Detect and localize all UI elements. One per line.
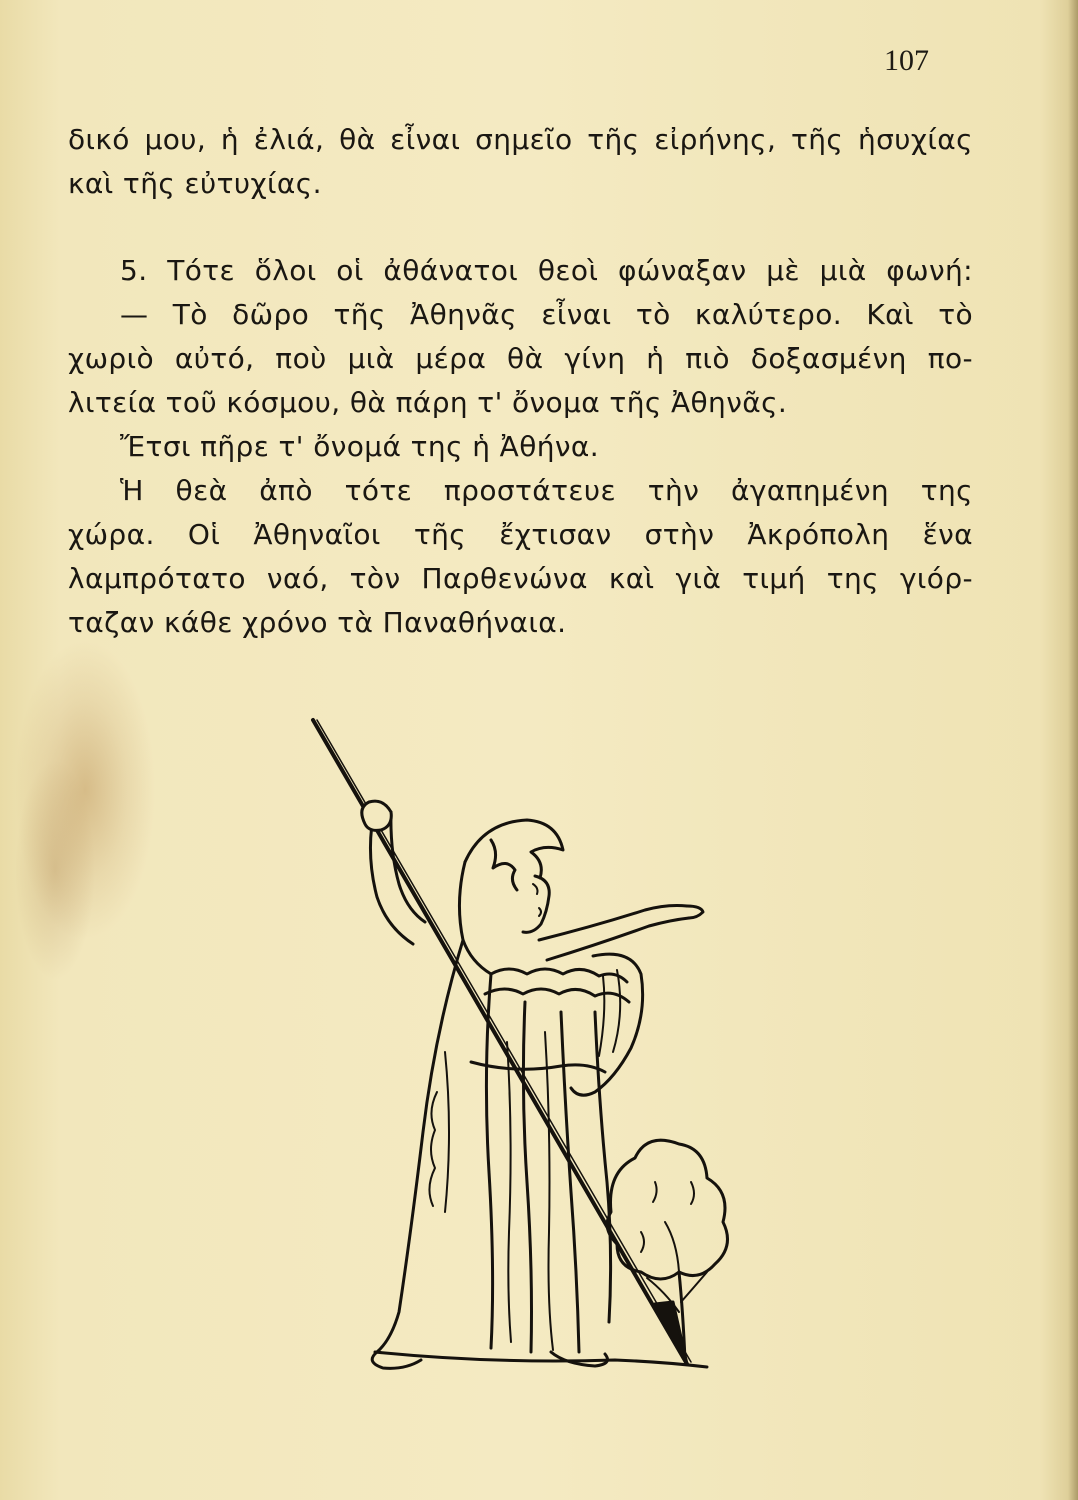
text-line: Ἡ θεὰ ἀπὸ τότε προστάτευε τὴν ἀγαπημένη της bbox=[120, 474, 973, 507]
text-line: χώρα. Οἱ Ἀθηναῖοι τῆς ἔχτισαν στὴν Ἀκρόπολη ἕνα bbox=[68, 518, 973, 551]
text-line: χωριὸ αὐτό, ποὺ μιὰ μέρα θὰ γίνη ἡ πιὸ δοξασμένη πο- bbox=[68, 342, 973, 375]
athena-with-spear-and-olive-tree-icon bbox=[295, 712, 735, 1387]
text-line: λιτεία τοῦ κόσμου, θὰ πάρη τ' ὄνομα τῆς Ἀθηνᾶς. bbox=[68, 386, 788, 419]
text-line: Ἔτσι πῆρε τ' ὄνομά της ἡ Ἀθήνα. bbox=[120, 430, 600, 463]
text-line: καὶ τῆς εὐτυχίας. bbox=[68, 167, 322, 200]
text-line: ταζαν κάθε χρόνο τὰ Παναθήναια. bbox=[68, 606, 567, 639]
text-line: δικό μου, ἡ ἐλιά, θὰ εἶναι σημεῖο τῆς εἰρήνης, τῆς ἡσυχίας bbox=[68, 123, 973, 156]
section-5-heading-line: 5. Τότε ὅλοι οἱ ἀθάνατοι θεοὶ φώναξαν μὲ μιὰ φωνή: bbox=[120, 254, 973, 287]
page-text bbox=[68, 118, 973, 645]
text-line: λαμπρότατο ναό, τὸν Παρθενώνα καὶ γιὰ τιμή της γιόρ- bbox=[68, 562, 973, 595]
page-number: 107 bbox=[884, 44, 929, 77]
page-edge-shadow bbox=[1068, 0, 1078, 1500]
text-line: — Τὸ δῶρο τῆς Ἀθηνᾶς εἶναι τὸ καλύτερο. Καὶ τὸ bbox=[120, 298, 973, 331]
